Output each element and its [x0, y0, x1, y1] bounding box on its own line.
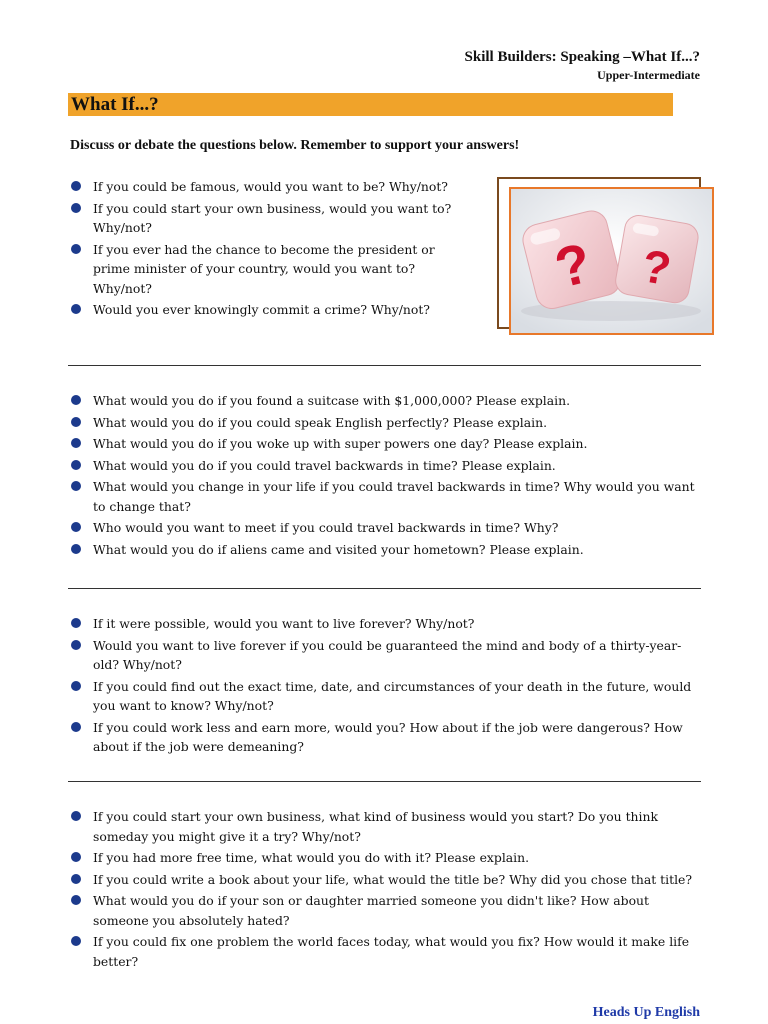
bullet-icon: [71, 395, 81, 405]
bullet-icon: [71, 640, 81, 650]
bullet-icon: [71, 681, 81, 691]
bullet-icon: [71, 181, 81, 191]
bullet-icon: [71, 895, 81, 905]
question-text: If it were possible, would you want to live forever? Why/not?: [93, 616, 475, 631]
question-text: What would you do if you could travel backwards in time? Please explain.: [93, 457, 556, 473]
bullet-icon: [71, 618, 81, 628]
question-text: If you had more free time, what would you do with it? Please explain.: [93, 850, 530, 865]
list-item: [71, 177, 466, 197]
list-item: [71, 456, 699, 476]
bullet-icon: [71, 874, 81, 884]
svg-text:?: ?: [548, 230, 598, 300]
dice-photo: [497, 177, 717, 337]
divider: [68, 365, 701, 366]
question-text: If you could fix one problem the world faces today, what would you fix? How would it make life better?: [93, 934, 690, 969]
bullet-icon: [71, 522, 81, 532]
question-text: Who would you want to meet if you could travel backwards in time? Why?: [93, 520, 559, 535]
bullet-icon: [71, 460, 81, 470]
bullet-icon: [71, 417, 81, 427]
list-item: [71, 891, 699, 930]
list-item: [71, 807, 699, 846]
question-text: What would you change in your life if you could travel backwards in time? Why would you want to change that?: [93, 479, 695, 514]
list-item: [71, 199, 466, 238]
question-text: If you could find out the exact time, date, and circumstances of your death in the future, would you want to know? Why/not?: [93, 678, 692, 713]
section-banner: [68, 93, 673, 116]
bullet-icon: [71, 438, 81, 448]
bullet-icon: [71, 544, 81, 554]
question-text: What would you do if your son or daughter married someone you didn't like? How about someone you absolutely hated?: [93, 893, 650, 928]
list-item: [71, 518, 699, 538]
question-text: If you could be famous, would you want to be? Why/not?: [93, 179, 448, 194]
level-label: Upper-Intermediate: [597, 68, 700, 82]
question-text: What would you do if you could speak English perfectly? Please explain.: [93, 414, 548, 430]
list-item: [71, 413, 699, 433]
bullet-icon: [71, 852, 81, 862]
banner-title: What If...?: [71, 94, 159, 115]
question-text: What would you do if you woke up with super powers one day? Please explain.: [93, 436, 588, 451]
question-mark-dice-icon: [511, 189, 712, 333]
list-item: [71, 391, 699, 411]
bullet-icon: [71, 936, 81, 946]
list-item: [71, 870, 699, 890]
question-text: If you ever had the chance to become the president or prime minister of your country, would you want to? Why/not?: [93, 241, 435, 296]
list-item: [71, 477, 699, 516]
bullet-icon: [71, 203, 81, 213]
instructions: Discuss or debate the questions below. Remember to support your answers!: [70, 138, 520, 153]
list-item: [71, 434, 699, 454]
bullet-icon: [71, 244, 81, 254]
list-item: [71, 932, 699, 971]
question-text: If you could write a book about your life, what would the title be? Why did you chose that title?: [93, 871, 693, 887]
divider: [68, 588, 701, 589]
list-item: [71, 300, 513, 320]
question-list-4: [71, 807, 699, 973]
question-list-2: [71, 391, 699, 561]
worksheet-title: Skill Builders: Speaking –What If...?: [464, 49, 700, 65]
question-text: Would you want to live forever if you could be guaranteed the mind and body of a thirty-year-old? Why/not?: [93, 637, 682, 672]
bullet-icon: [71, 481, 81, 491]
question-list-3: [71, 614, 699, 759]
bullet-icon: [71, 722, 81, 732]
list-item: [71, 240, 466, 299]
bullet-icon: [71, 811, 81, 821]
question-text: Would you ever knowingly commit a crime? Why/not?: [93, 302, 430, 317]
question-text: If you could start your own business, what kind of business would you start? Do you think someday you might give it a try? Why/not?: [93, 809, 658, 844]
svg-text:?: ?: [638, 239, 675, 296]
question-text: What would you do if you found a suitcase with $1,000,000? Please explain.: [93, 393, 571, 408]
question-list-1: [71, 177, 466, 322]
list-item: [71, 614, 699, 634]
question-text: If you could start your own business, would you want to? Why/not?: [93, 200, 452, 235]
bullet-icon: [71, 304, 81, 314]
list-item: [71, 848, 699, 868]
question-text: What would you do if aliens came and visited your hometown? Please explain.: [93, 541, 584, 557]
divider: [68, 781, 701, 782]
question-text: If you could work less and earn more, would you? How about if the job were dangerous? How about if the job were demeaning?: [93, 719, 683, 754]
list-item: [71, 718, 699, 757]
photo-frame-front: [509, 187, 714, 335]
list-item: [71, 540, 699, 560]
list-item: [71, 677, 699, 716]
list-item: [71, 636, 699, 675]
footer-brand: Heads Up English: [592, 1005, 700, 1020]
